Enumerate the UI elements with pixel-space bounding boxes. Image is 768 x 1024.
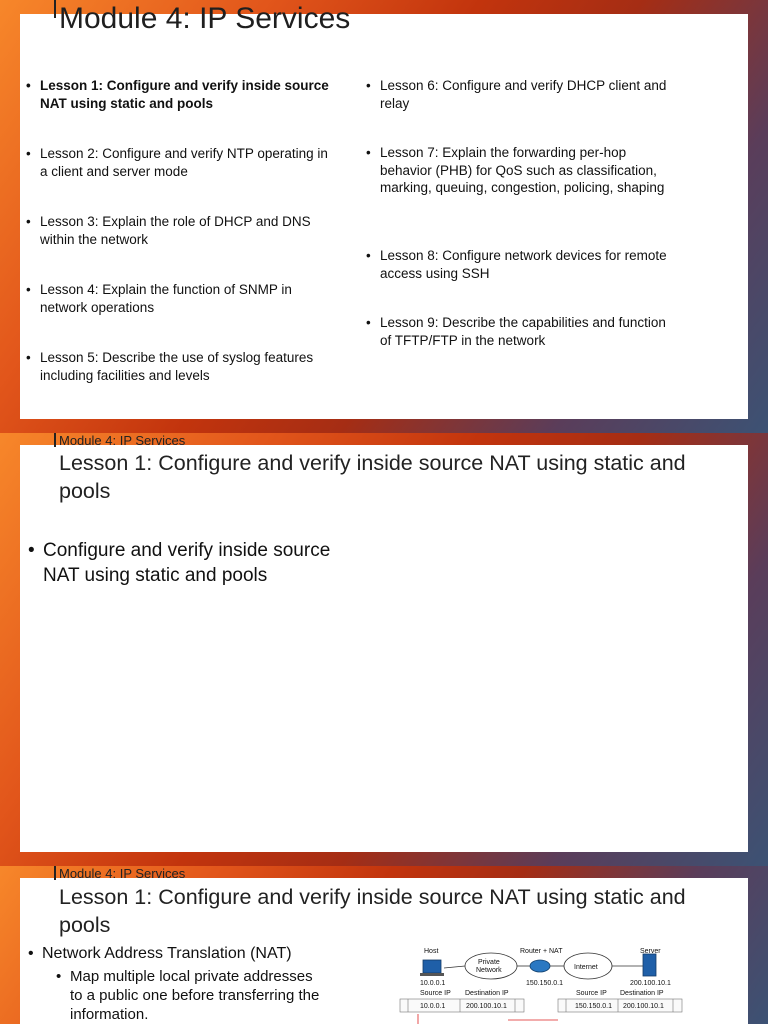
nat-diagram xyxy=(398,944,698,1024)
host-computer-icon xyxy=(420,960,444,976)
lesson-title: Lesson 1: Configure and verify inside source NAT using static and pools xyxy=(59,451,686,503)
lesson-title: Lesson 1: Configure and verify inside source NAT using static and pools xyxy=(59,885,686,937)
router-ip-label: 150.150.0.1 xyxy=(526,980,563,987)
router-label: Router + NAT xyxy=(520,948,563,955)
host-ip-label: 10.0.0.1 xyxy=(420,980,446,987)
dest-ip-header: Destination IP xyxy=(465,990,509,997)
lesson-item: • Lesson 3: Explain the role of DHCP and DNS within the network xyxy=(26,213,330,263)
internet-label: Internet xyxy=(574,964,598,971)
server-label: Server xyxy=(640,948,661,955)
server-ip-label: 200.100.10.1 xyxy=(630,980,671,987)
lesson-item: • Lesson 9: Describe the capabilities and function of TFTP/FTP in the network xyxy=(366,314,670,364)
lesson-item: • Lesson 7: Explain the forwarding per-hop behavior (PHB) for QoS such as classification, marking, queuing, congestion, policing, shaping xyxy=(366,144,670,230)
lesson-item: • Lesson 1: Configure and verify inside source NAT using static and pools xyxy=(26,77,330,127)
private-network-label: Private xyxy=(478,959,500,966)
host-label: Host xyxy=(424,948,439,955)
module-label: Module 4: IP Services xyxy=(59,866,186,881)
packet-dest-ip: 200.100.10.1 xyxy=(623,1003,664,1010)
dest-ip-header: Destination IP xyxy=(620,990,664,997)
private-network-label-2: Network xyxy=(476,967,502,974)
server-icon xyxy=(643,954,656,976)
packet-source-ip: 10.0.0.1 xyxy=(420,1003,446,1010)
module-label-marker xyxy=(54,866,56,880)
source-ip-header: Source IP xyxy=(420,990,451,997)
bullet-item: • Configure and verify inside source NAT using static and pools xyxy=(28,538,333,588)
slide-lesson-1-nat xyxy=(0,866,768,1024)
slide-module-overview xyxy=(0,0,768,433)
lesson-item: • Lesson 4: Explain the function of SNMP in network operations xyxy=(26,281,330,331)
slide-lesson-1 xyxy=(0,433,768,866)
lesson-list-left xyxy=(26,77,330,399)
slide-content-panel xyxy=(20,445,748,852)
bullet-item: • Network Address Translation (NAT) xyxy=(28,944,372,963)
source-ip-header: Source IP xyxy=(576,990,607,997)
title-marker xyxy=(54,0,56,18)
private-network-cloud-icon xyxy=(465,953,517,979)
router-icon xyxy=(530,960,550,972)
lesson-item: • Lesson 8: Configure network devices for remote access using SSH xyxy=(366,247,670,297)
lesson-item: • Lesson 2: Configure and verify NTP operating in a client and server mode xyxy=(26,145,330,195)
lesson-item: • Lesson 6: Configure and verify DHCP client and relay xyxy=(366,77,670,127)
lesson-list-right xyxy=(366,77,670,364)
sub-bullet-item: • Map multiple local private addresses to a public one before transferring the information. xyxy=(56,967,320,1024)
module-label: Module 4: IP Services xyxy=(59,433,186,448)
packet-source-ip: 150.150.0.1 xyxy=(575,1003,612,1010)
packet-dest-ip: 200.100.10.1 xyxy=(466,1003,507,1010)
slide-title: Module 4: IP Services xyxy=(59,2,351,35)
module-label-marker xyxy=(54,433,56,447)
lesson-item: • Lesson 5: Describe the use of syslog features including facilities and levels xyxy=(26,349,330,399)
